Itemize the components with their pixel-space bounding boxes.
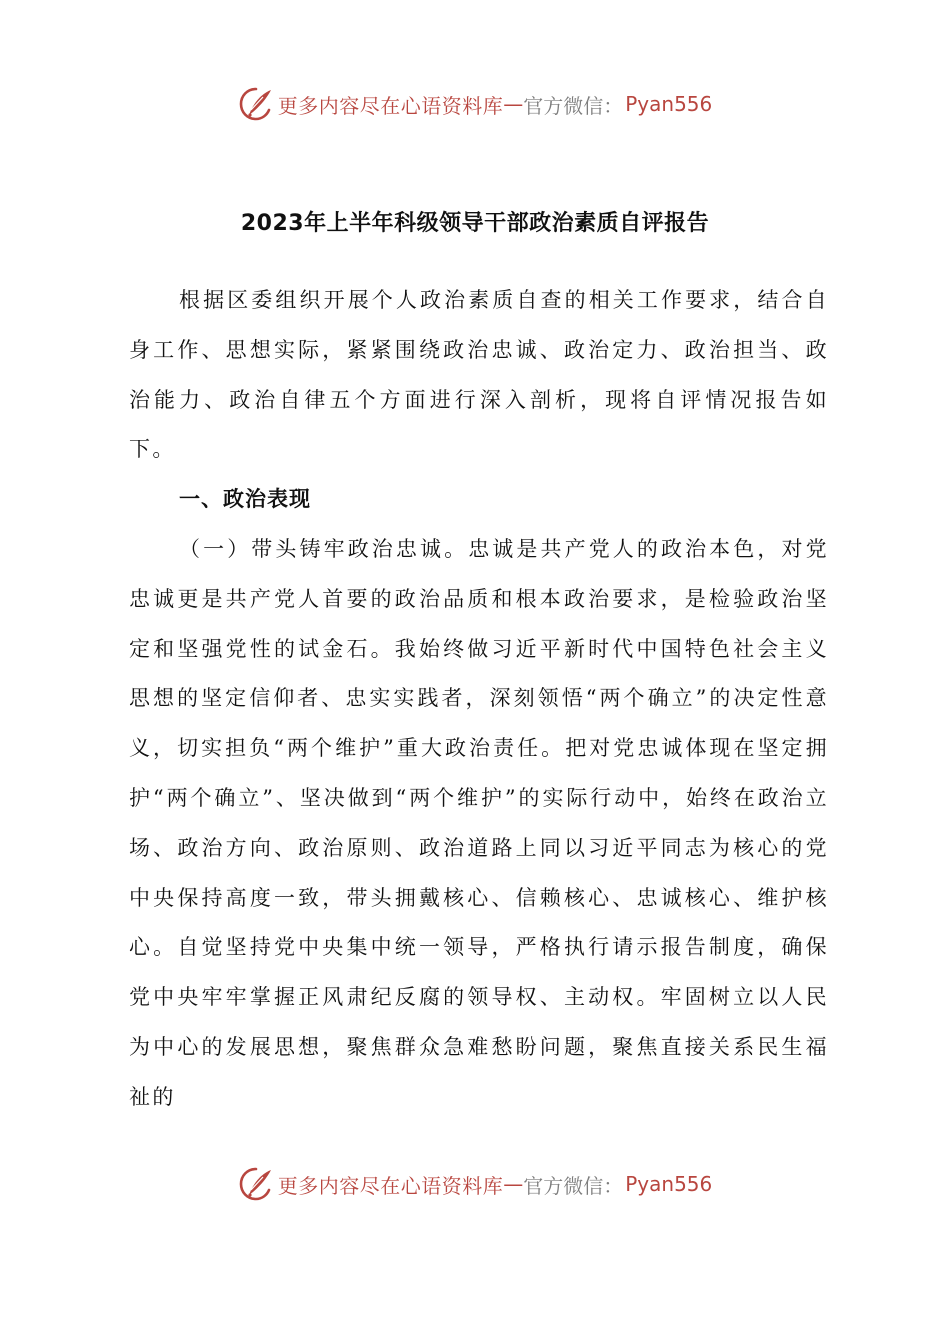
banner-brand-text: 更多内容尽在心语资料库 [277,93,504,118]
document-body [129,276,829,1123]
document-title: 2023年上半年科级领导干部政治素质自评报告 [240,211,710,236]
banner-wechat-label: 官方微信： [523,93,624,118]
banner-wechat-label: 官方微信： [523,1173,624,1198]
footer-banner [0,1164,950,1204]
banner-wechat-id: Pyan556 [625,1172,713,1196]
banner-wechat-id: Pyan556 [625,92,713,116]
section-paragraph-loyalty: （一）带头铸牢政治忠诚。忠诚是共产党人的政治本色，对党忠诚更是共产党人首要的政治品质和根本政治要求，是检验政治坚定和坚强党性的试金石。我始终做习近平新时代中国特色社会主义思想的坚定信仰者、忠实实践者，深刻领悟“两个确立”的决定性意义，切实担负“两个维护”重大政治责任。把对党忠诚体现在坚定拥护“两个确立”、坚决做到“两个维护”的实际行动中，始终在政治立场、政治方向、政治原则、政治道路上同以习近平同志为核心的党中央保持高度一致，带头拥戴核心、信赖核心、忠诚核心、维护核心。自觉坚持党中央集中统一领导，严格执行请示报告制度，确保党中央牢牢掌握正风肃纪反腐的领导权、主动权。牢固树立以人民为中心的发展思想，聚焦群众急难愁盼问题，聚焦直接关系民生福祉的 [129,536,829,1109]
quill-pen-logo-icon [238,1166,274,1202]
quill-pen-logo-icon [238,86,274,122]
banner-separator: — [503,1172,524,1196]
banner-brand-text: 更多内容尽在心语资料库 [277,1173,504,1198]
header-banner [0,84,950,124]
section-heading-political-performance: 一、政治表现 [179,487,311,512]
intro-paragraph: 根据区委组织开展个人政治素质自查的相关工作要求，结合自身工作、思想实际，紧紧围绕政治忠诚、政治定力、政治担当、政治能力、政治自律五个方面进行深入剖析，现将自评情况报告如下。 [129,288,829,462]
banner-separator: — [503,92,524,116]
